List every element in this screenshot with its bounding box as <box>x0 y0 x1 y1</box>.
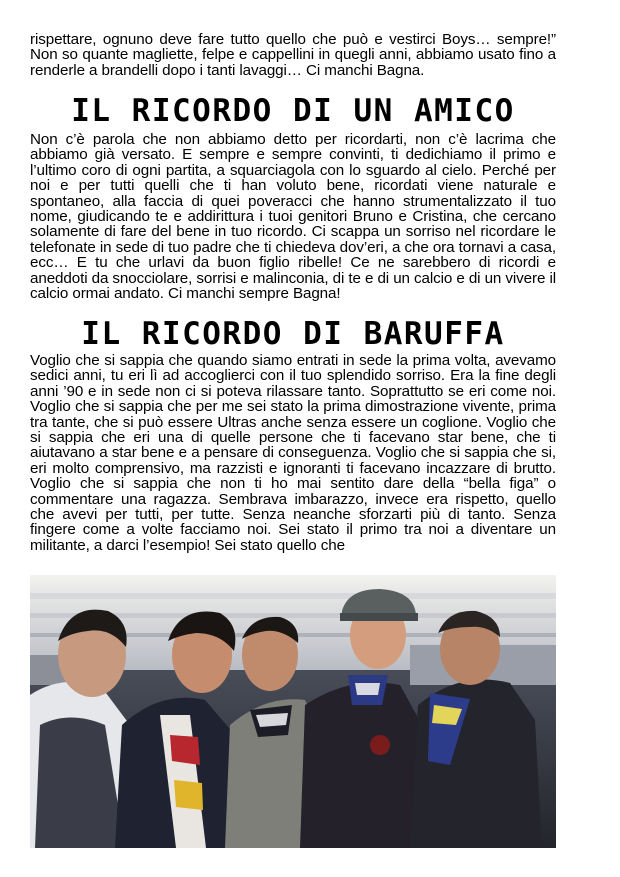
amico-paragraph: Non c’è parola che non abbiamo detto per ricordarti, non c’è lacrima che abbiamo già versato. E sempre e sempre convinti, ti dedichiamo il primo e l’ultimo coro di ogni partita, a squarciagola con lo sguardo al cielo. Perché per noi e per tutti quelli che ti han voluto bene, ricordati viene naturale e spontaneo, alla faccia di quei poveracci che hanno strumentalizzato il tuo nome, giudicando te e addirittura i tuoi genitori Bruno e Cristina, che cercano solamente di fare del bene in tuo ricordo. Ci scappa un sorriso nel ricordare le telefonate in sede di tuo padre che ti chiedeva dov’eri, a che ora tornavi a casa, ecc… E tu che urlavi da buon figlio ribelle! Ce ne sarebbero di ricordi e aneddoti da snocciolare, sorrisi e malinconia, di te e di un calcio e di un vivere il calcio ormai andato. Ci manchi sempre Bagna! <box>30 131 556 303</box>
intro-paragraph: rispettare, ognuno deve fare tutto quello che può e vestirci Boys… sempre!” Non so quante magliette, felpe e cappellini in quegli anni, abbiamo usato fino a renderle a brandelli dopo i tanti lavaggi… Ci manchi Bagna. <box>30 31 556 79</box>
baruffa-paragraph: Voglio che si sappia che quando siamo entrati in sede la prima volta, avevamo sedici anni, tu eri lì ad accoglierci con il tuo splendido sorriso. Era la fine degli anni ’90 e in sede non ci si poteva rilassare tanto. Soprattutto se eri come noi. Voglio che si sappia che per me sei stato la prima dimostrazione vivente, prima tra tante, che si può essere Ultras anche senza essere un coglione. Voglio che si sappia che eri una di quelle persone che ti facevano star bene, che ti aiutavano a star bene e a pensare di conseguenza. Voglio che si sappia che si, eri molto comprensivo, ma razzisti e ignoranti ti facevano incazzare di brutto. Voglio che si sappia che non ti ho mai sentito dare della “bella figa” o commentare una ragazza. Sembrava imbarazzo, invece era rispetto, quello che avevi per tutti, per tutte. Senza neanche sforzarti più di tanto. Senza fingere come a volte facciamo noi. Sei stato il primo tra noi a diventare un militante, a darci l’esempio! Sei stato quello che <box>30 352 556 554</box>
group-photo-illustration <box>30 575 556 848</box>
group-photo <box>30 575 556 848</box>
heading-ricordo-amico: IL RICORDO DI UN AMICO <box>71 93 515 129</box>
heading-ricordo-baruffa: IL RICORDO DI BARUFFA <box>81 316 505 352</box>
